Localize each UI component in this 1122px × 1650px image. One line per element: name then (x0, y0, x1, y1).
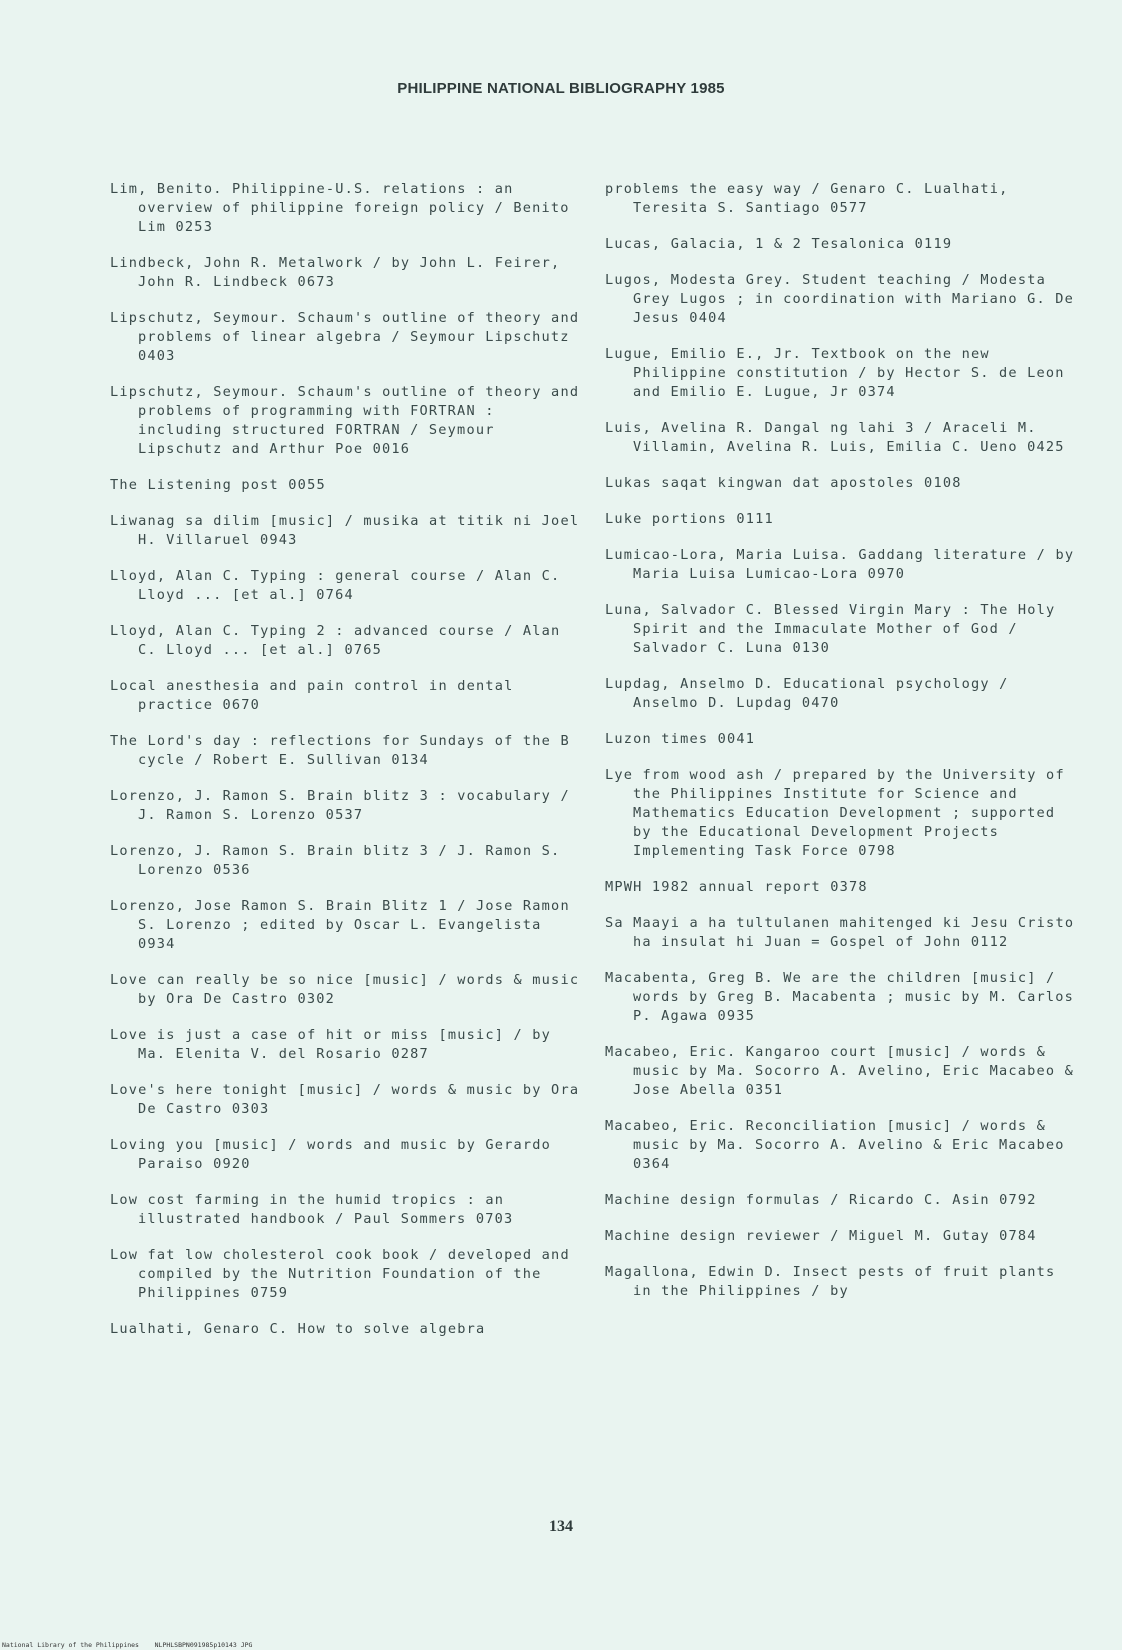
bibliography-entry: Lorenzo, J. Ramon S. Brain blitz 3 / J. Ramon S. Lorenzo 0536 (110, 843, 561, 878)
left-column (110, 180, 580, 1356)
right-column (605, 180, 1075, 1318)
page-number: 134 (549, 1518, 573, 1535)
bibliography-entry: Luna, Salvador C. Blessed Virgin Mary : The Holy Spirit and the Immaculate Mother of God / Salvador C. Luna 0130 (605, 602, 1056, 656)
bibliography-entry: Lupdag, Anselmo D. Educational psychology / Anselmo D. Lupdag 0470 (605, 676, 1009, 711)
bibliography-entry: Lumicao-Lora, Maria Luisa. Gaddang literature / by Maria Luisa Lumicao-Lora 0970 (605, 547, 1075, 582)
bibliography-entry: The Listening post 0055 (110, 477, 326, 493)
bibliography-entry: The Lord's day : reflections for Sundays of the B cycle / Robert E. Sullivan 0134 (110, 733, 570, 768)
bibliography-entry: Lipschutz, Seymour. Schaum's outline of theory and problems of programming with FORTRAN : including structured FORTRAN / Seymour Lipschutz and Arthur Poe 0016 (110, 384, 580, 457)
bibliography-entry: MPWH 1982 annual report 0378 (605, 879, 868, 895)
bibliography-entry: Lloyd, Alan C. Typing : general course / Alan C. Lloyd ... [et al.] 0764 (110, 568, 561, 603)
bibliography-entry: Lindbeck, John R. Metalwork / by John L. Feirer, John R. Lindbeck 0673 (110, 255, 561, 290)
bibliography-entry: Lucas, Galacia, 1 & 2 Tesalonica 0119 (605, 236, 953, 252)
bibliography-entry: Love can really be so nice [music] / words & music by Ora De Castro 0302 (110, 972, 580, 1007)
bibliography-entry: Lorenzo, Jose Ramon S. Brain Blitz 1 / Jose Ramon S. Lorenzo ; edited by Oscar L. Evangelista 0934 (110, 898, 570, 952)
bibliography-entry: Sa Maayi a ha tultulanen mahitenged ki Jesu Cristo ha insulat hi Juan = Gospel of John 0112 (605, 915, 1075, 950)
bibliography-entry: Lye from wood ash / prepared by the University of the Philippines Institute for Science and Mathematics Education Development ; supported by the Educational Development Projects Implementing Task Force 0798 (605, 767, 1065, 859)
bibliography-entry: Lugos, Modesta Grey. Student teaching / Modesta Grey Lugos ; in coordination with Mariano G. De Jesus 0404 (605, 272, 1075, 326)
bibliography-entry: Macabeo, Eric. Reconciliation [music] / words & music by Ma. Socorro A. Avelino & Eric Macabeo 0364 (605, 1118, 1065, 1172)
bibliography-entry: Macabeo, Eric. Kangaroo court [music] / words & music by Ma. Socorro A. Avelino, Eric Macabeo & Jose Abella 0351 (605, 1044, 1075, 1098)
page-header: PHILIPPINE NATIONAL BIBLIOGRAPHY 1985 (397, 80, 725, 97)
bibliography-entry: Lim, Benito. Philippine-U.S. relations : an overview of philippine foreign policy / Benito Lim 0253 (110, 181, 570, 235)
bibliography-entry: Love's here tonight [music] / words & music by Ora De Castro 0303 (110, 1082, 580, 1117)
bibliography-entry: Machine design reviewer / Miguel M. Gutay 0784 (605, 1228, 1037, 1244)
bibliography-entry: Low cost farming in the humid tropics : an illustrated handbook / Paul Sommers 0703 (110, 1192, 514, 1227)
bibliography-entry: Magallona, Edwin D. Insect pests of fruit plants in the Philippines / by (605, 1264, 1056, 1299)
bibliography-entry: Lorenzo, J. Ramon S. Brain blitz 3 : vocabulary / J. Ramon S. Lorenzo 0537 (110, 788, 570, 823)
bibliography-entry: Lloyd, Alan C. Typing 2 : advanced course / Alan C. Lloyd ... [et al.] 0765 (110, 623, 561, 658)
bibliography-entry: Love is just a case of hit or miss [music] / by Ma. Elenita V. del Rosario 0287 (110, 1027, 552, 1062)
bibliography-entry: Macabenta, Greg B. We are the children [music] / words by Greg B. Macabenta ; music by M. Carlos P. Agawa 0935 (605, 970, 1075, 1024)
bibliography-entry: problems the easy way / Genaro C. Lualhati, Teresita S. Santiago 0577 (605, 181, 1009, 216)
bibliography-entry: Local anesthesia and pain control in dental practice 0670 (110, 678, 514, 713)
bibliography-entry: Lukas saqat kingwan dat apostoles 0108 (605, 475, 962, 491)
bibliography-entry: Luis, Avelina R. Dangal ng lahi 3 / Araceli M. Villamin, Avelina R. Luis, Emilia C. Ueno 0425 (605, 420, 1065, 455)
bibliography-entry: Low fat low cholesterol cook book / developed and compiled by the Nutrition Foundation of the Philippines 0759 (110, 1247, 570, 1301)
scan-footer: National Library of the Philippines NLPHLSBPN091985p10143 JPG (2, 1641, 253, 1649)
bibliography-entry: Luzon times 0041 (605, 731, 756, 747)
bibliography-entry: Lualhati, Genaro C. How to solve algebra (110, 1321, 486, 1337)
bibliography-entry: Liwanag sa dilim [music] / musika at titik ni Joel H. Villaruel 0943 (110, 513, 580, 548)
bibliography-entry: Loving you [music] / words and music by Gerardo Paraiso 0920 (110, 1137, 552, 1172)
bibliography-entry: Lipschutz, Seymour. Schaum's outline of theory and problems of linear algebra / Seymour Lipschutz 0403 (110, 310, 580, 364)
bibliography-entry: Machine design formulas / Ricardo C. Asin 0792 (605, 1192, 1037, 1208)
bibliography-entry: Luke portions 0111 (605, 511, 774, 527)
bibliography-entry: Lugue, Emilio E., Jr. Textbook on the new Philippine constitution / by Hector S. de Leon and Emilio E. Lugue, Jr 0374 (605, 346, 1065, 400)
